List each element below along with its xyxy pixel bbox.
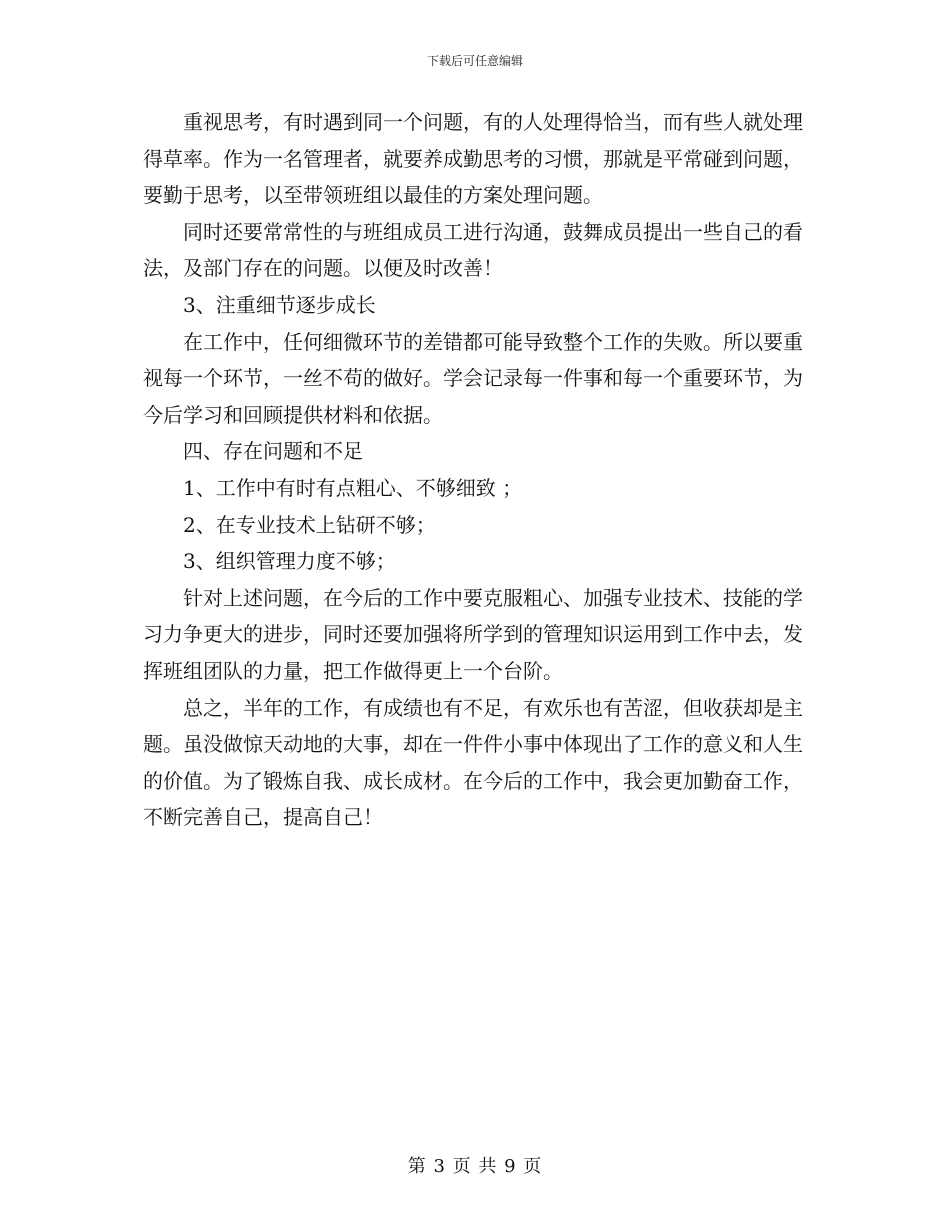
paragraph: 在工作中，任何细微环节的差错都可能导致整个工作的失败。所以要重视每一个环节，一丝不苟的做好。学会记录每一件事和每一个重要环节，为今后学习和回顾提供材料和依据。: [143, 329, 803, 427]
paragraph: 总之，半年的工作，有成绩也有不足，有欢乐也有苦涩，但收获却是主题。虽没做惊天动地的大事，却在一件件小事中体现出了工作的意义和人生的价值。为了锻炼自我、成长成材。在今后的工作中，我会更加勤奋工作，不断完善自己，提高自己！: [143, 695, 803, 830]
section-heading: 3、注重细节逐步成长: [183, 292, 376, 317]
document-body: [143, 104, 803, 836]
paragraph: 重视思考，有时遇到同一个问题，有的人处理得恰当，而有些人就处理得草率。作为一名管理者，就要养成勤思考的习惯，那就是平常碰到问题，要勤于思考，以至带领班组以最佳的方案处理问题。: [143, 110, 803, 208]
page-header: 下载后可任意编辑: [426, 54, 523, 68]
list-item: 1、工作中有时有点粗心、不够细致 ；: [183, 475, 523, 500]
paragraph: 同时还要常常性的与班组成员工进行沟通，鼓舞成员提出一些自己的看法，及部门存在的问题。以便及时改善！: [143, 219, 803, 281]
paragraph: 针对上述问题，在今后的工作中要克服粗心、加强专业技术、技能的学习力争更大的进步，同时还要加强将所学到的管理知识运用到工作中去，发挥班组团队的力量，把工作做得更上一个台阶。: [143, 585, 803, 683]
section-heading: 四、存在问题和不足: [183, 439, 363, 464]
list-item: 3、组织管理力度不够；: [183, 549, 396, 574]
page-number: 第 3 页 共 9 页: [407, 1156, 543, 1177]
list-item: 2、在专业技术上钻研不够；: [183, 512, 436, 537]
